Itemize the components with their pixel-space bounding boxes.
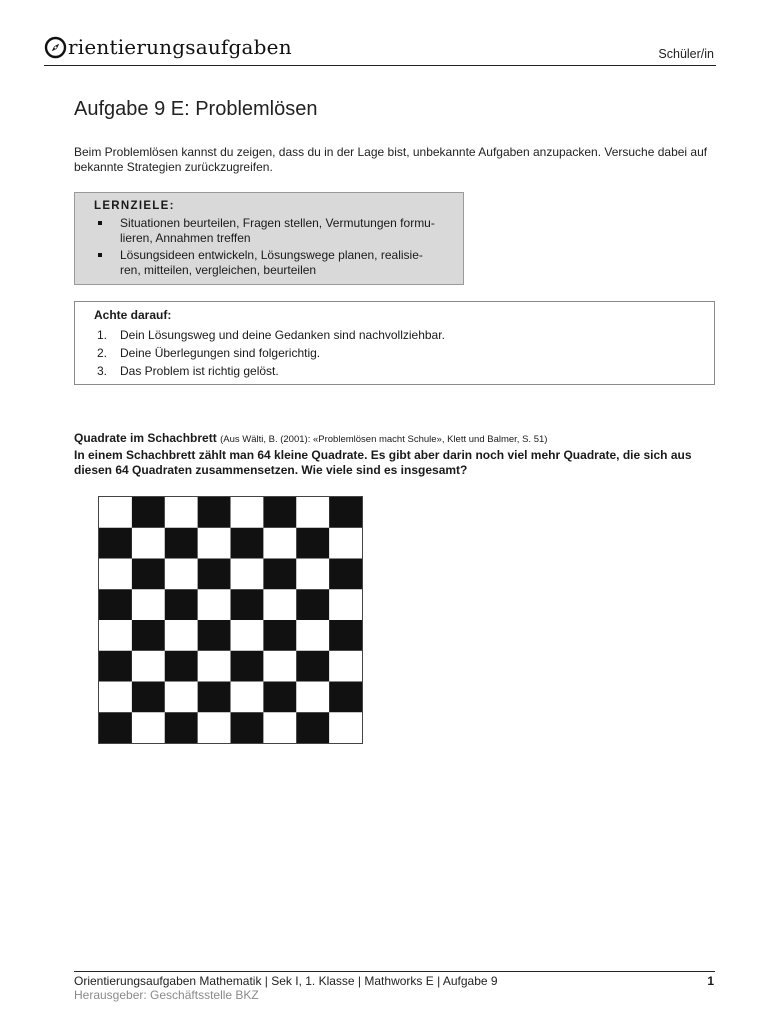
footer-course-line: Orientierungsaufgaben Mathematik | Sek I, 1. Klasse | Mathworks E | Aufgabe 9 — [74, 974, 498, 988]
item-number: 1. — [97, 328, 108, 342]
chessboard-square-dark — [296, 589, 329, 620]
chessboard-square-light — [132, 651, 165, 682]
chessboard-square-light — [132, 528, 165, 559]
footer-publisher: Herausgeber: Geschäftsstelle BKZ — [74, 988, 259, 1002]
chessboard-square-dark — [329, 682, 362, 713]
chessboard — [98, 496, 363, 744]
chessboard-square-dark — [231, 528, 264, 559]
chessboard-square-light — [329, 528, 362, 559]
chessboard-square-light — [296, 620, 329, 651]
criteria-text: Das Problem ist richtig gelöst. — [120, 364, 279, 378]
chessboard-square-light — [165, 497, 198, 528]
chessboard-square-dark — [231, 651, 264, 682]
chessboard-square-dark — [198, 497, 231, 528]
chessboard-square-dark — [132, 682, 165, 713]
intro-text: Beim Problemlösen kannst du zeigen, dass du in der Lage bist, unbekannte Aufgaben anzupacken. Versuche dabei auf bekannte Strategien zurückzugreifen. — [74, 145, 708, 174]
item-number: 3. — [97, 364, 108, 378]
page-title: Aufgabe 9 E: Problemlösen — [74, 98, 318, 120]
compass-icon — [44, 36, 67, 59]
goal-text: Lösungsideen entwickeln, Lösungswege planen, realisie- ren, mitteilen, vergleichen, beurteilen — [120, 248, 423, 277]
role-label: Schüler/in — [658, 47, 714, 61]
chessboard-square-light — [99, 497, 132, 528]
chessboard-square-light — [231, 682, 264, 713]
chessboard-square-light — [296, 682, 329, 713]
list-item — [75, 326, 445, 344]
bullet-square-icon — [98, 253, 102, 257]
chessboard-square-light — [231, 497, 264, 528]
chessboard-square-dark — [263, 497, 296, 528]
chessboard-square-dark — [99, 651, 132, 682]
page-footer — [74, 971, 715, 1002]
chessboard-square-dark — [263, 620, 296, 651]
chessboard-square-dark — [132, 559, 165, 590]
chessboard-square-dark — [99, 712, 132, 743]
chessboard-square-dark — [329, 559, 362, 590]
chessboard-square-dark — [99, 528, 132, 559]
chessboard-square-dark — [198, 620, 231, 651]
chessboard-square-light — [329, 712, 362, 743]
chessboard-square-light — [263, 528, 296, 559]
chessboard-square-dark — [198, 682, 231, 713]
chessboard-square-dark — [296, 651, 329, 682]
item-number: 2. — [97, 346, 108, 360]
learning-goals-heading: LERNZIELE: — [94, 200, 175, 212]
chessboard-square-light — [99, 559, 132, 590]
chessboard-square-light — [231, 559, 264, 590]
chessboard-square-dark — [165, 651, 198, 682]
brand-name: rientierungsaufgaben — [68, 35, 292, 59]
chessboard-square-light — [263, 589, 296, 620]
chessboard-square-dark — [165, 712, 198, 743]
chessboard-square-light — [198, 589, 231, 620]
chessboard-square-light — [263, 651, 296, 682]
bullet-square-icon — [98, 221, 102, 225]
chessboard-square-light — [329, 651, 362, 682]
chessboard-square-light — [99, 620, 132, 651]
criteria-text: Deine Überlegungen sind folgerichtig. — [120, 346, 321, 360]
chessboard-square-light — [165, 682, 198, 713]
chessboard-square-dark — [329, 620, 362, 651]
task-title: Quadrate im Schachbrett — [74, 431, 217, 445]
criteria-heading: Achte darauf: — [94, 308, 172, 322]
list-item — [75, 248, 465, 277]
chessboard-square-light — [165, 620, 198, 651]
chessboard-square-light — [198, 651, 231, 682]
chessboard-square-light — [198, 712, 231, 743]
goal-text: Situationen beurteilen, Fragen stellen, Vermutungen formu- lieren, Annahmen treffen — [120, 216, 435, 245]
chessboard-square-dark — [231, 712, 264, 743]
chessboard-square-dark — [99, 589, 132, 620]
page-header — [44, 34, 716, 66]
chessboard-square-dark — [296, 528, 329, 559]
list-item — [75, 362, 445, 380]
chessboard-square-light — [296, 497, 329, 528]
chessboard-square-dark — [165, 589, 198, 620]
learning-goals-box — [74, 192, 464, 285]
chessboard-square-dark — [132, 497, 165, 528]
criteria-list — [75, 326, 445, 380]
chessboard-square-light — [132, 712, 165, 743]
criteria-box — [74, 301, 715, 385]
chessboard-square-light — [263, 712, 296, 743]
task-question: In einem Schachbrett zählt man 64 kleine Quadrate. Es gibt aber darin noch viel mehr Quadrate, die sich aus diesen 64 Quadraten zusammensetzen. Wie viele sind es insgesamt? — [74, 448, 692, 477]
chessboard-square-light — [132, 589, 165, 620]
brand — [44, 34, 292, 60]
list-item — [75, 216, 465, 245]
learning-goals-list — [75, 216, 465, 280]
chessboard-square-dark — [296, 712, 329, 743]
task-heading — [74, 431, 547, 445]
chessboard-square-light — [231, 620, 264, 651]
chessboard-grid — [99, 497, 362, 743]
chessboard-square-light — [99, 682, 132, 713]
criteria-text: Dein Lösungsweg und deine Gedanken sind nachvollziehbar. — [120, 328, 445, 342]
chessboard-square-light — [329, 589, 362, 620]
chessboard-square-light — [165, 559, 198, 590]
list-item — [75, 344, 445, 362]
chessboard-square-light — [296, 559, 329, 590]
task-source: (Aus Wälti, B. (2001): «Problemlösen macht Schule», Klett und Balmer, S. 51) — [220, 434, 548, 445]
chessboard-square-light — [198, 528, 231, 559]
chessboard-square-dark — [132, 620, 165, 651]
chessboard-square-dark — [198, 559, 231, 590]
chessboard-square-dark — [329, 497, 362, 528]
chessboard-square-dark — [263, 682, 296, 713]
page-number: 1 — [707, 974, 714, 988]
chessboard-square-dark — [165, 528, 198, 559]
chessboard-square-dark — [231, 589, 264, 620]
chessboard-square-dark — [263, 559, 296, 590]
